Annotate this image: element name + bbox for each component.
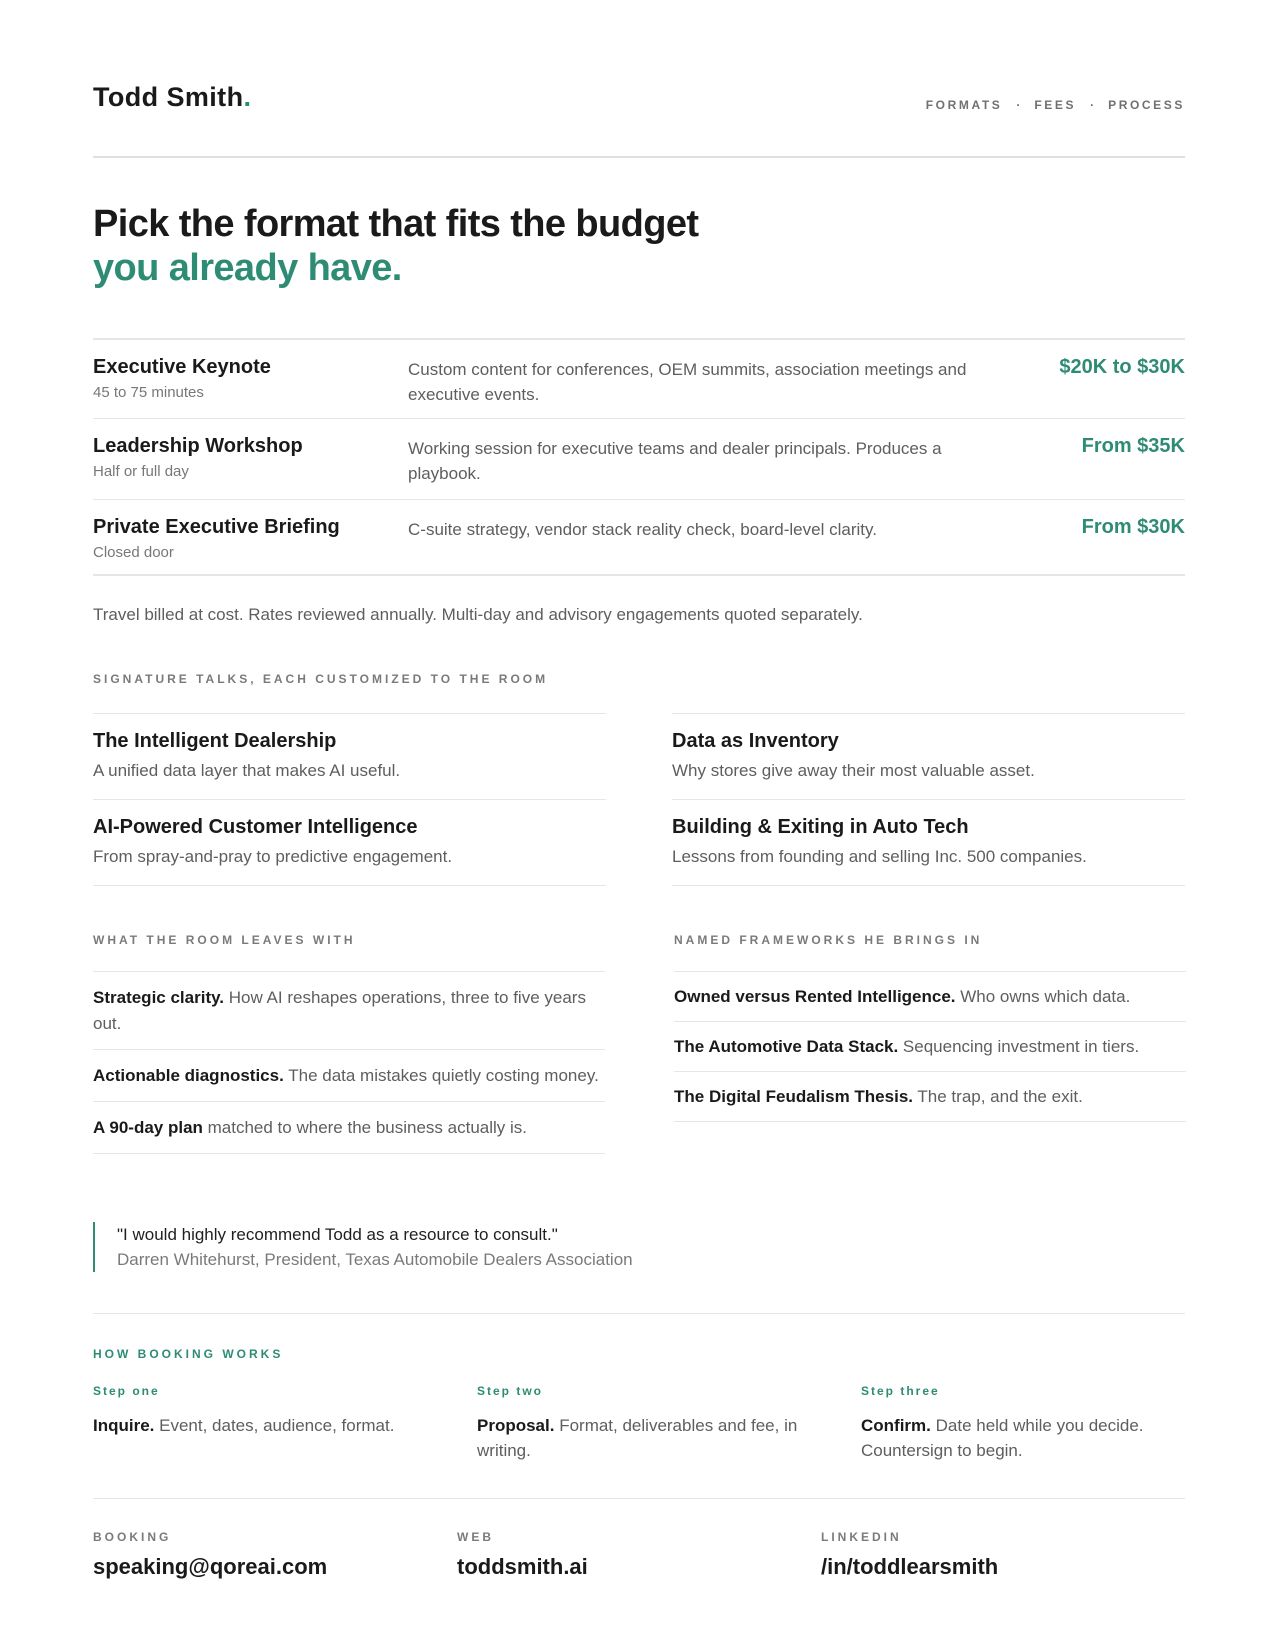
talks-heading: SIGNATURE TALKS, EACH CUSTOMIZED TO THE ROOM [93,672,549,686]
talk-subtitle: From spray-and-pray to predictive engagement. [93,847,453,866]
framework-text: The trap, and the exit. [913,1087,1083,1106]
nav-separator: · [1016,98,1021,112]
framework-name: The Automotive Data Stack. [674,1037,899,1056]
title-line-2: you already have. [93,247,402,289]
contact-web [457,1530,797,1580]
step-text: Date held while you decide. Countersign to begin. [861,1416,1144,1460]
framework-name: The Digital Feudalism Thesis. [674,1087,913,1106]
outcome-item [93,1102,605,1154]
framework-text: Sequencing investment in tiers. [898,1037,1140,1056]
linkedin-link[interactable]: /in/toddlearsmith [821,1554,999,1579]
step-text: Format, deliverables and fee, in writing. [477,1416,798,1460]
booking-heading: HOW BOOKING WORKS [93,1347,284,1361]
talk-subtitle: Why stores give away their most valuable asset. [672,761,1035,780]
format-row [93,419,1185,500]
booking-step [93,1384,423,1438]
contact-label: LINKEDIN [821,1530,902,1544]
outcome-text: How AI reshapes operations, three to five years out. [93,988,586,1033]
format-name: Private Executive Briefing [93,516,340,538]
format-duration: Closed door [93,544,174,561]
talk-title: Building & Exiting in Auto Tech [672,816,969,838]
step-description [93,1413,423,1438]
format-price: From $30K [1081,516,1185,538]
talk-subtitle: Lessons from founding and selling Inc. 500 companies. [672,847,1087,866]
format-price: From $35K [1081,435,1185,457]
step-action: Proposal. [477,1416,555,1435]
step-description [477,1413,807,1463]
page-title [93,202,1185,290]
talk-item [672,714,1185,800]
step-label: Step one [93,1384,160,1398]
outcomes-list [93,971,605,1154]
contact-label: WEB [457,1530,494,1544]
booking-step [861,1384,1191,1463]
booking-email-link[interactable]: speaking@qoreai.com [93,1554,328,1579]
website-link[interactable]: toddsmith.ai [457,1554,588,1579]
nav-separator: · [1090,98,1095,112]
framework-item [674,1022,1186,1072]
booking-step [477,1384,807,1463]
nav-process[interactable]: PROCESS [1108,98,1185,112]
format-duration: 45 to 75 minutes [93,384,204,401]
talk-title: AI-Powered Customer Intelligence [93,816,418,838]
step-label: Step two [477,1384,543,1398]
divider [93,1498,1185,1499]
divider [93,1313,1185,1314]
talk-item [672,800,1185,886]
testimonial [93,1222,633,1272]
testimonial-quote: "I would highly recommend Todd as a resource to consult." [117,1225,558,1244]
step-action: Confirm. [861,1416,931,1435]
format-description: Working session for executive teams and dealer principals. Produces a playbook. [408,439,942,483]
format-row [93,500,1185,574]
outcome-item [93,1050,605,1102]
framework-item [674,972,1186,1022]
framework-item [674,1072,1186,1122]
talk-title: The Intelligent Dealership [93,730,337,752]
talk-item [93,800,606,886]
outcome-item [93,972,605,1050]
contact-label: BOOKING [93,1530,172,1544]
contact-booking [93,1530,433,1580]
brand-logo [93,82,251,113]
talk-title: Data as Inventory [672,730,839,752]
format-price: $20K to $30K [1059,356,1185,378]
testimonial-author: Darren Whitehurst, President, Texas Automobile Dealers Association [117,1250,633,1269]
step-description [861,1413,1191,1463]
frameworks-heading: NAMED FRAMEWORKS HE BRINGS IN [674,933,983,947]
contact-linkedin [821,1530,1161,1580]
brand-name: Todd Smith [93,82,244,112]
pricing-note: Travel billed at cost. Rates reviewed annually. Multi-day and advisory engagements quoted separately. [93,605,863,624]
format-description: C-suite strategy, vendor stack reality check, board-level clarity. [408,520,877,539]
format-duration: Half or full day [93,463,189,480]
framework-name: Owned versus Rented Intelligence. [674,987,956,1006]
frameworks-list [674,971,1186,1122]
format-description: Custom content for conferences, OEM summits, association meetings and executive events. [408,360,967,404]
talk-subtitle: A unified data layer that makes AI useful. [93,761,401,780]
talk-item [93,714,606,800]
format-name: Executive Keynote [93,356,271,378]
header [93,82,1185,122]
hero [93,202,1185,290]
step-label: Step three [861,1384,940,1398]
outcome-lead: A 90-day plan [93,1118,203,1137]
format-name: Leadership Workshop [93,435,303,457]
framework-text: Who owns which data. [955,987,1131,1006]
top-nav [926,98,1185,112]
step-action: Inquire. [93,1416,155,1435]
title-line-1: Pick the format that fits the budget [93,203,699,245]
nav-fees[interactable]: FEES [1034,98,1077,112]
outcomes-heading: WHAT THE ROOM LEAVES WITH [93,933,356,947]
divider [93,156,1185,158]
nav-formats[interactable]: FORMATS [925,98,1003,112]
brand-dot: . [243,82,252,112]
step-text: Event, dates, audience, format. [154,1416,395,1435]
outcome-text: matched to where the business actually is. [202,1118,528,1137]
formats-table [93,338,1185,576]
talks-left-column [93,713,606,886]
outcome-lead: Strategic clarity. [93,988,225,1007]
format-row [93,340,1185,419]
outcome-lead: Actionable diagnostics. [93,1066,284,1085]
talks-right-column [672,713,1185,886]
outcome-text: The data mistakes quietly costing money. [283,1066,599,1085]
